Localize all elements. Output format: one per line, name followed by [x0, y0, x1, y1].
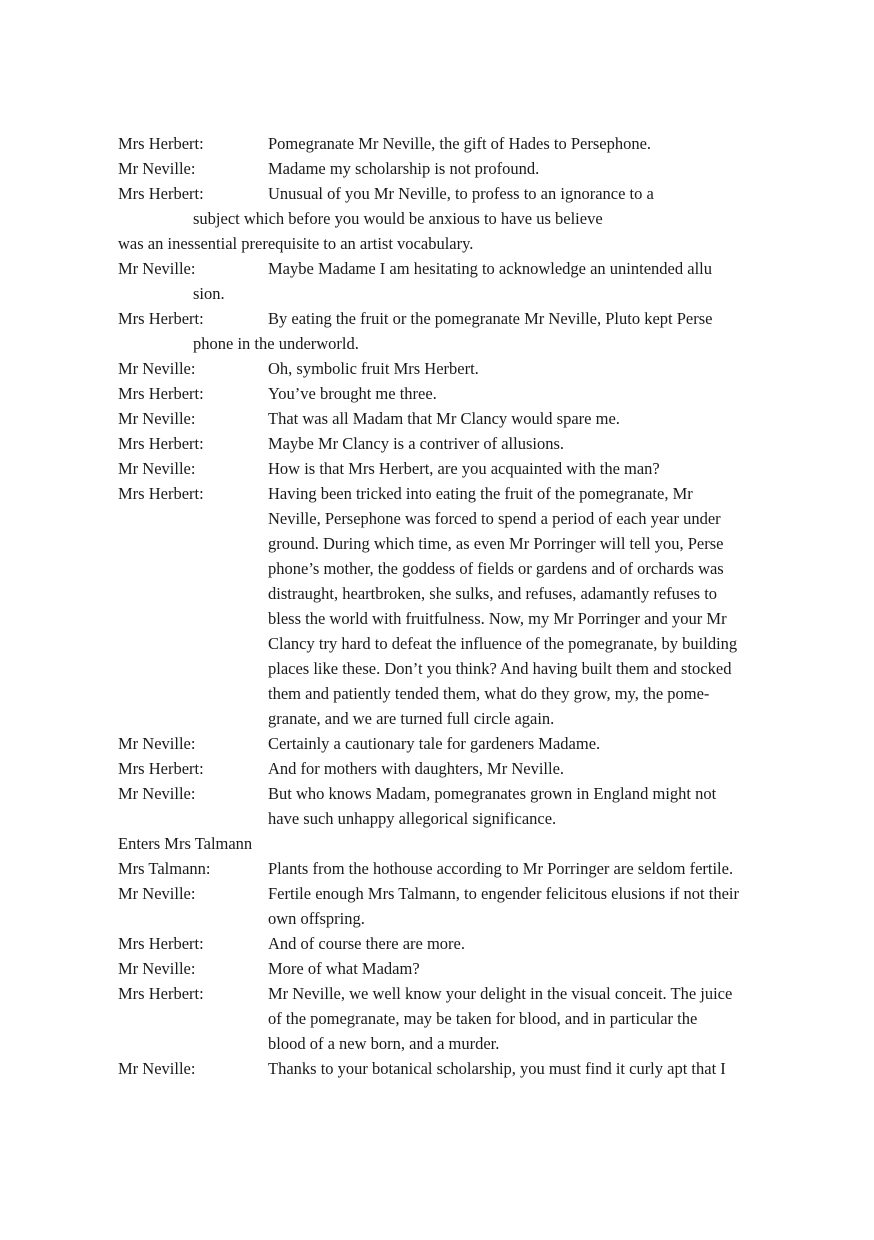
stage-direction: Enters Mrs Talmann — [118, 834, 253, 853]
dialogue-text: of the pomegranate, may be taken for blood, and in particular the — [268, 1009, 698, 1028]
dialogue-text: subject which before you would be anxious to have us believe — [193, 209, 603, 228]
speaker-name: Mr Neville: — [118, 409, 196, 428]
speaker-name: Mr Neville: — [118, 1059, 196, 1078]
dialogue-text: How is that Mrs Herbert, are you acquainted with the man? — [268, 459, 660, 478]
speaker-name: Mrs Herbert: — [118, 384, 204, 403]
dialogue-text: granate, and we are turned full circle again. — [268, 709, 555, 728]
speaker-name: Mrs Herbert: — [118, 309, 204, 328]
speaker-name: Mrs Talmann: — [118, 859, 211, 878]
dialogue-text: Fertile enough Mrs Talmann, to engender felicitous elusions if not their — [268, 884, 739, 903]
speaker-name: Mr Neville: — [118, 734, 196, 753]
speaker-name: Mrs Herbert: — [118, 984, 204, 1003]
dialogue-text: Plants from the hothouse according to Mr Porringer are seldom fertile. — [268, 859, 734, 878]
dialogue-text: Oh, symbolic fruit Mrs Herbert. — [268, 359, 479, 378]
dialogue-text: More of what Madam? — [268, 959, 420, 978]
speaker-name: Mr Neville: — [118, 259, 196, 278]
speaker-name: Mrs Herbert: — [118, 434, 204, 453]
dialogue-text: ground. During which time, as even Mr Porringer will tell you, Perse — [268, 534, 724, 553]
speaker-name: Mr Neville: — [118, 359, 196, 378]
dialogue-text: Madame my scholarship is not profound. — [268, 159, 540, 178]
dialogue-text: Having been tricked into eating the fruit of the pomegranate, Mr — [268, 484, 693, 503]
dialogue-text: phone in the underworld. — [193, 334, 359, 353]
speaker-name: Mrs Herbert: — [118, 759, 204, 778]
dialogue-text: sion. — [193, 284, 225, 303]
dialogue-text: Thanks to your botanical scholarship, you must find it curly apt that I — [268, 1059, 726, 1078]
speaker-name: Mrs Herbert: — [118, 934, 204, 953]
speaker-name: Mr Neville: — [118, 959, 196, 978]
dialogue-text: places like these. Don’t you think? And having built them and stocked — [268, 659, 732, 678]
speaker-name: Mrs Herbert: — [118, 184, 204, 203]
dialogue-text: Pomegranate Mr Neville, the gift of Hades to Persephone. — [268, 134, 652, 153]
dialogue-text: own offspring. — [268, 909, 365, 928]
dialogue-text: them and patiently tended them, what do they grow, my, the pome- — [268, 684, 710, 703]
speaker-name: Mr Neville: — [118, 459, 196, 478]
speaker-name: Mrs Herbert: — [118, 484, 204, 503]
speaker-name: Mr Neville: — [118, 884, 196, 903]
speaker-name: Mr Neville: — [118, 784, 196, 803]
dialogue-text: distraught, heartbroken, she sulks, and refuses, adamantly refuses to — [268, 584, 718, 603]
dialogue-text: phone’s mother, the goddess of fields or gardens and of orchards was — [268, 559, 724, 578]
dialogue-text: By eating the fruit or the pomegranate Mr Neville, Pluto kept Perse — [268, 309, 713, 328]
dialogue-text: Mr Neville, we well know your delight in the visual conceit. The juice — [268, 984, 733, 1003]
dialogue-text: You’ve brought me three. — [268, 384, 437, 403]
dialogue-text: Neville, Persephone was forced to spend a period of each year under — [268, 509, 721, 528]
dialogue-text: That was all Madam that Mr Clancy would spare me. — [268, 409, 620, 428]
dialogue-text: have such unhappy allegorical significance. — [268, 809, 557, 828]
dialogue-text: Maybe Madame I am hesitating to acknowledge an unintended allu — [268, 259, 712, 278]
dialogue-text: But who knows Madam, pomegranates grown in England might not — [268, 784, 717, 803]
dialogue-text: Certainly a cautionary tale for gardeners Madame. — [268, 734, 601, 753]
dialogue-text: And for mothers with daughters, Mr Neville. — [268, 759, 565, 778]
speaker-name: Mr Neville: — [118, 159, 196, 178]
dialogue-text: Maybe Mr Clancy is a contriver of allusions. — [268, 434, 565, 453]
dialogue-text: bless the world with fruitfulness. Now, my Mr Porringer and your Mr — [268, 609, 727, 628]
dialogue-text: Unusual of you Mr Neville, to profess to an ignorance to a — [268, 184, 654, 203]
dialogue-text: And of course there are more. — [268, 934, 465, 953]
dialogue-text: blood of a new born, and a murder. — [268, 1034, 500, 1053]
speaker-name: Mrs Herbert: — [118, 134, 204, 153]
dialogue-text: was an inessential prerequisite to an artist vocabulary. — [118, 234, 474, 253]
dialogue-text: Clancy try hard to defeat the influence of the pomegranate, by building — [268, 634, 738, 653]
